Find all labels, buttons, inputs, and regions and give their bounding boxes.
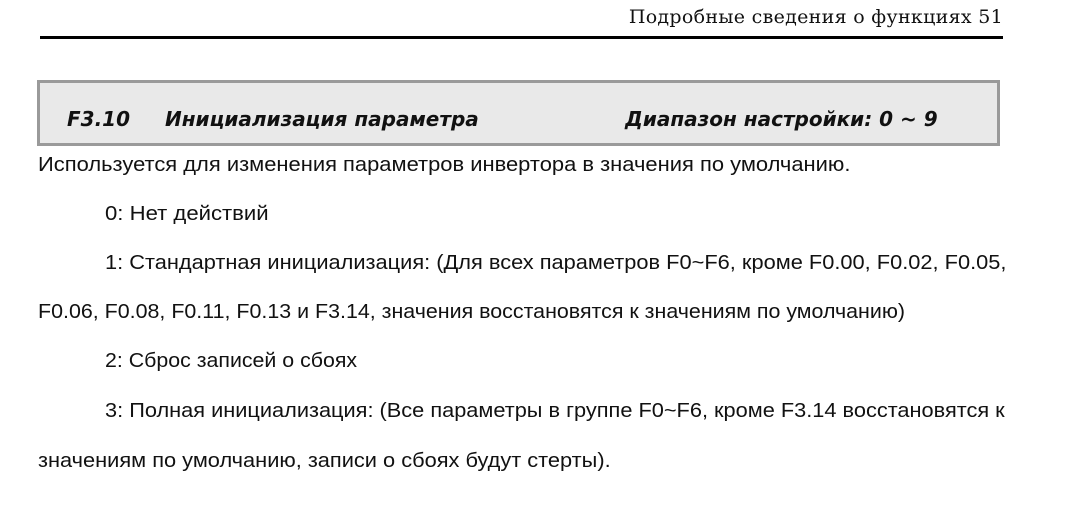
option-2-text: 2: Сброс записей о сбоях [105, 349, 358, 372]
option-3-text: 3: Полная инициализация: (Все параметры в группе F0~F6, кроме F3.14 восстановятся к [105, 399, 1005, 422]
parameter-name: Инициализация параметра [165, 107, 479, 131]
parameter-box [37, 80, 1000, 146]
option-0-text: 0: Нет действий [105, 202, 269, 225]
page-header: Подробные сведения о функциях 51 [628, 6, 1003, 28]
header-rule [40, 36, 1003, 39]
parameter-code: F3.10 [67, 107, 131, 131]
parameter-range: Диапазон настройки: 0 ~ 9 [625, 107, 938, 131]
option-1-continued-text: F0.06, F0.08, F0.11, F0.13 и F3.14, значения восстановятся к значениям по умолчанию) [38, 300, 906, 323]
intro-text: Используется для изменения параметров инвертора в значения по умолчанию. [38, 153, 851, 176]
option-3-continued-text: значениям по умолчанию, записи о сбоях будут стерты). [38, 449, 611, 472]
option-1-text: 1: Стандартная инициализация: (Для всех параметров F0~F6, кроме F0.00, F0.02, F0.05, [105, 251, 1007, 274]
